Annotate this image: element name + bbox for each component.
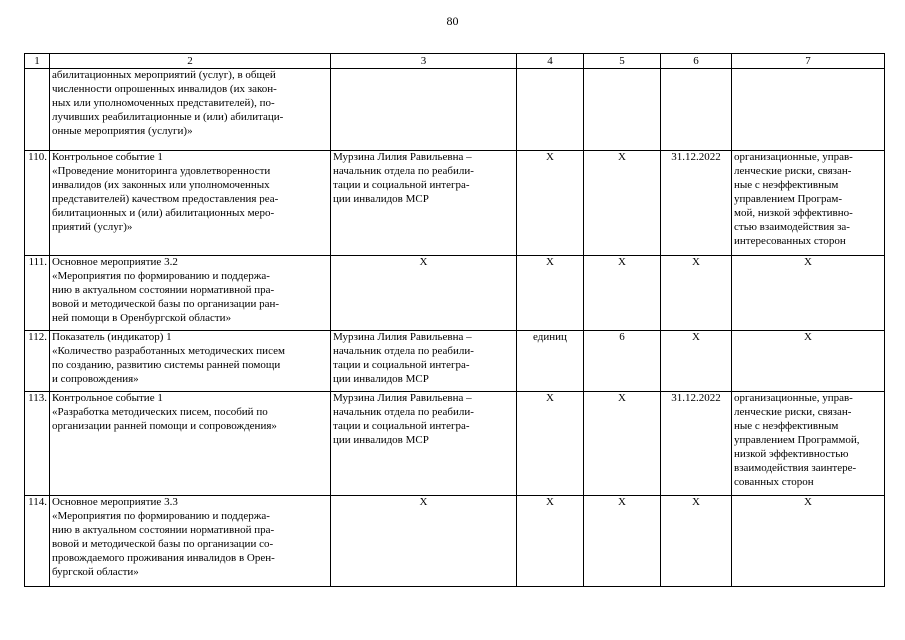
page-number: 80	[446, 14, 459, 28]
row-risks: X	[732, 256, 885, 331]
table-row	[25, 69, 885, 151]
header-cell: 4	[517, 54, 584, 69]
table-row	[25, 392, 885, 496]
row-unit: единиц	[517, 331, 584, 392]
row-name: Основное мероприятие 3.2 «Мероприятия по формированию и поддержа- нию в актуальном состоянии нормативной пра- вовой и методической базы по организации ран- ней помощи в Оренбургской области»	[50, 256, 331, 331]
table-row	[25, 496, 885, 587]
row-number: 113.	[25, 392, 50, 496]
row-unit: X	[517, 496, 584, 587]
row-date: X	[661, 256, 732, 331]
table-row	[25, 256, 885, 331]
row-responsible: Мурзина Лилия Равильевна – начальник отдела по реабили- тации и социальной интегра- ции инвалидов МСР	[331, 331, 517, 392]
header-cell: 5	[584, 54, 661, 69]
row-unit: X	[517, 151, 584, 256]
row-risks: организационные, управ- ленческие риски, связан- ные с неэффективным управлением Програм- мой, низкой эффективно- стью взаимодействия за- интересованных сторон	[732, 151, 885, 256]
row-unit: X	[517, 256, 584, 331]
header-cell: 3	[331, 54, 517, 69]
row-name: Контрольное событие 1 «Разработка методических писем, пособий по организации ранней помощи и сопровождения»	[50, 392, 331, 496]
row-date	[661, 69, 732, 151]
row-number: 111.	[25, 256, 50, 331]
table-header-row	[25, 54, 885, 69]
row-name: абилитационных мероприятий (услуг), в общей численности опрошенных инвалидов (их закон- ных или уполномоченных представителей), по- лучивших реабилитационные и (или) абилитаци- онные мероприятия (услуги)»	[50, 69, 331, 151]
row-number	[25, 69, 50, 151]
row-date: 31.12.2022	[661, 151, 732, 256]
table-row	[25, 151, 885, 256]
row-value: 6	[584, 331, 661, 392]
header-cell: 2	[50, 54, 331, 69]
row-date: X	[661, 496, 732, 587]
table-row	[25, 331, 885, 392]
row-date: 31.12.2022	[661, 392, 732, 496]
header-cell: 6	[661, 54, 732, 69]
row-responsible: Мурзина Лилия Равильевна – начальник отдела по реабили- тации и социальной интегра- ции инвалидов МСР	[331, 392, 517, 496]
row-responsible: X	[331, 496, 517, 587]
row-name: Основное мероприятие 3.3 «Мероприятия по формированию и поддержа- нию в актуальном состоянии нормативной пра- вовой и методической базы по организации со- провождаемого проживания инвалидов в Орен- бургской области»	[50, 496, 331, 587]
row-value	[584, 69, 661, 151]
row-unit	[517, 69, 584, 151]
row-responsible: X	[331, 256, 517, 331]
row-value: X	[584, 392, 661, 496]
document-table	[24, 53, 885, 587]
row-responsible: Мурзина Лилия Равильевна – начальник отдела по реабили- тации и социальной интегра- ции инвалидов МСР	[331, 151, 517, 256]
header-cell: 7	[732, 54, 885, 69]
row-value: X	[584, 256, 661, 331]
row-unit: X	[517, 392, 584, 496]
row-number: 110.	[25, 151, 50, 256]
row-responsible	[331, 69, 517, 151]
row-value: X	[584, 151, 661, 256]
row-number: 114.	[25, 496, 50, 587]
row-risks: организационные, управ- ленческие риски, связан- ные с неэффективным управлением Программой, низкой эффективностью взаимодействия заинтере- сованных сторон	[732, 392, 885, 496]
row-risks: X	[732, 331, 885, 392]
row-number: 112.	[25, 331, 50, 392]
row-value: X	[584, 496, 661, 587]
row-risks	[732, 69, 885, 151]
row-name: Показатель (индикатор) 1 «Количество разработанных методических писем по созданию, развитию системы ранней помощи и сопровождения»	[50, 331, 331, 392]
row-date: X	[661, 331, 732, 392]
row-name: Контрольное событие 1 «Проведение мониторинга удовлетворенности инвалидов (их законных или уполномоченных представителей) качеством предоставления реа- билитационных и (или) абилитационных меро- приятий (услуг)»	[50, 151, 331, 256]
row-risks: X	[732, 496, 885, 587]
header-cell: 1	[25, 54, 50, 69]
